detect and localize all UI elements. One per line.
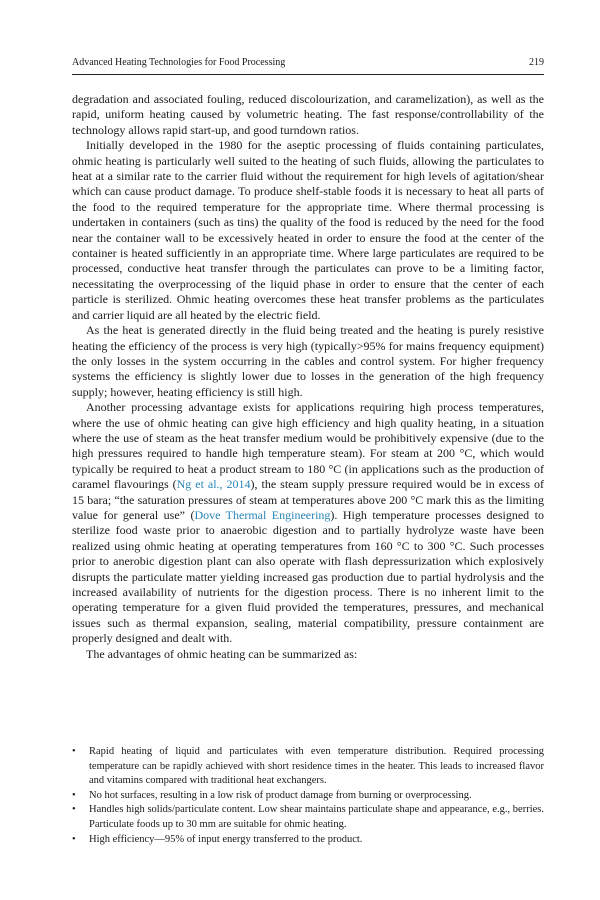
- paragraph: [72, 323, 544, 400]
- list-item-text: Handles high solids/particulate content. Low shear maintains particulate shape and appearance, e.g., berries. Particulate foods up to 30 mm are suitable for ohmic heating.: [89, 804, 544, 830]
- citation-link[interactable]: Ng et al., 2014: [176, 477, 251, 492]
- list-item: [72, 803, 544, 832]
- list-item-text: High efficiency—95% of input energy transferred to the product.: [89, 833, 363, 845]
- paragraph-text: Initially developed in the 1980 for the aseptic processing of fluids containing particulates, ohmic heating is particularly well suited to the heating of such fluids, allowing the particulates to heat at a similar rate to the carrier fluid without the requirement for high levels of agitation/shear which can cause product damage. To produce shelf-stable foods it is necessary to heat all parts of the food to the required temperature for the appropriate time. Where thermal processing is undertaken in containers (such as tins) the quality of the food is reduced by the need for the food near the container wall to be excessively heated in order to ensure the food at the center of the container is heated sufficiently in an appropriate time. Where large particulates are required to be processed, conductive heat transfer through the particulates can prove to be a limiting factor, necessitating the overprocessing of the liquid phase in order to ensure that the center of each particle is sterilized. Ohmic heating overcomes these heat transfer problems as the particulates and carrier liquid are all heated by the electric field.: [72, 138, 544, 322]
- header-rule: [72, 74, 544, 75]
- paragraph-text: ). High temperature processes designed to sterilize food waste prior to anaerobic digestion and to partially hydrolyze waste have been realized using ohmic heating at operating temperatures from 160 °C to 300 °C. Such processes prior to anerobic digestion plant can also operate with flash depressurization which explosively disrupts the particulate matter yielding increased gas production due to partial hydrolysis and the increased availability of nutrients for the digestion process. There is no inherent limit to the operating temperature for a given fluid provided the temperatures, pressures, and mechanical issues such as thermal expansion, sealing, material compatibility, pressure containment are properly designed and dealt with.: [72, 507, 544, 646]
- paragraph-text: The advantages of ohmic heating can be summarized as:: [86, 646, 358, 661]
- bullet-icon: •: [72, 746, 76, 757]
- bullet-icon: •: [72, 789, 76, 801]
- list-item-text: No hot surfaces, resulting in a low risk of product damage from burning or overprocessing.: [89, 789, 472, 801]
- running-title: Advanced Heating Technologies for Food Processing: [72, 57, 286, 68]
- advantages-list: [72, 745, 544, 847]
- paragraph: [72, 138, 544, 323]
- paragraph-text: As the heat is generated directly in the fluid being treated and the heating is purely resistive heating the efficiency of the process is very high (typically>95% for mains frequency equipment) the only losses in the system occurring in the cables and control system. For higher frequency systems the efficiency is slightly lower due to losses in the generation of the high frequency supply; however, heating efficiency is still high.: [72, 323, 544, 399]
- paragraph-text: ), the steam supply pressure required would be in excess of 15 bara; “the saturation pressures of steam at temperatures above 200 °C mark this as the limiting value for general use” (: [72, 477, 544, 522]
- paragraph-text: degradation and associated fouling, reduced discolourization, and caramelization), as well as the rapid, uniform heating caused by volumetric heating. The fast response/controllability of the technology allows rapid start-up, and good turndown ratios.: [72, 92, 544, 137]
- bullet-icon: •: [72, 804, 76, 816]
- body-text: [72, 92, 544, 662]
- paragraph: [72, 92, 544, 138]
- page-number: 219: [529, 57, 544, 68]
- paragraph: [72, 647, 544, 662]
- list-item-text: Rapid heating of liquid and particulates with even temperature distribution. Required processing temperature can be rapidly achieved with short residence times in the heater. This leads to increased flavor and vitamins compared with traditional heat exchangers.: [89, 746, 544, 787]
- paragraph-text: Another processing advantage exists for applications requiring high process temperatures, where the use of ohmic heating can give high efficiency and high quality heating, in a situation where the use of steam as the heat transfer medium would be prohibitively expensive (due to the high pressures required to handle high temperature steam). For steam at 200 °C, which would typically be required to heat a product stream to 180 °C (in applications such as the production of caramel flavourings (: [72, 400, 544, 492]
- citation-link[interactable]: Dove Thermal Engineering: [194, 507, 331, 522]
- bullet-icon: •: [72, 833, 76, 845]
- list-item: [72, 833, 544, 848]
- paragraph: [72, 400, 544, 647]
- list-item: [72, 789, 544, 804]
- list-item: [72, 745, 544, 789]
